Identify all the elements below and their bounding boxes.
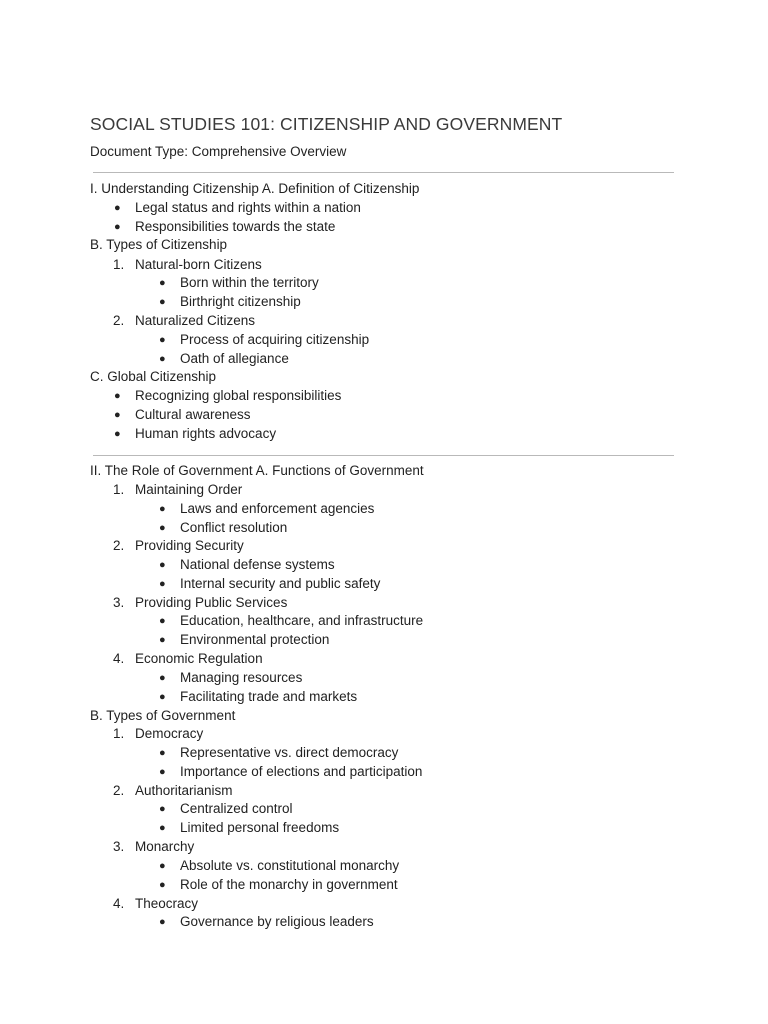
list-number: 4. bbox=[113, 896, 125, 911]
sub-list-item: Conflict resolution bbox=[180, 520, 288, 535]
bullet-icon: ● bbox=[114, 428, 121, 440]
sub-list-item: Birthright citizenship bbox=[180, 294, 301, 309]
list-number: 1. bbox=[113, 482, 125, 497]
sub-list-item: Role of the monarchy in government bbox=[180, 877, 398, 892]
list-number: 4. bbox=[113, 651, 125, 666]
sub-list-item: Process of acquiring citizenship bbox=[180, 332, 370, 347]
bullet-icon: ● bbox=[159, 766, 166, 778]
list-number: 1. bbox=[113, 726, 125, 741]
bullet-icon: ● bbox=[159, 879, 166, 891]
list-number: 2. bbox=[113, 313, 125, 328]
bullet-icon: ● bbox=[159, 860, 166, 872]
bullet-icon: ● bbox=[159, 615, 166, 627]
sub-list-item: Representative vs. direct democracy bbox=[180, 745, 399, 760]
bullet-icon: ● bbox=[159, 634, 166, 646]
bullet-icon: ● bbox=[159, 353, 166, 365]
list-item: Maintaining Order bbox=[135, 482, 243, 497]
bullet-icon: ● bbox=[159, 691, 166, 703]
document-title: SOCIAL STUDIES 101: CITIZENSHIP AND GOVERNMENT bbox=[90, 114, 563, 134]
bullet-icon: ● bbox=[159, 522, 166, 534]
bullet-icon: ● bbox=[159, 672, 166, 684]
list-item: Legal status and rights within a nation bbox=[135, 200, 361, 215]
list-item: Providing Security bbox=[135, 538, 244, 553]
bullet-icon: ● bbox=[159, 296, 166, 308]
list-item: Responsibilities towards the state bbox=[135, 219, 336, 234]
bullet-icon: ● bbox=[114, 202, 121, 214]
list-item: Authoritarianism bbox=[135, 783, 233, 798]
bullet-icon: ● bbox=[114, 409, 121, 421]
sub-list-item: Laws and enforcement agencies bbox=[180, 501, 375, 516]
sub-list-item: National defense systems bbox=[180, 557, 335, 572]
bullet-icon: ● bbox=[159, 803, 166, 815]
bullet-icon: ● bbox=[114, 221, 121, 233]
list-number: 2. bbox=[113, 783, 125, 798]
list-item: Naturalized Citizens bbox=[135, 313, 256, 328]
sub-list-item: Centralized control bbox=[180, 801, 293, 816]
bullet-icon: ● bbox=[159, 334, 166, 346]
sub-list-item: Absolute vs. constitutional monarchy bbox=[180, 858, 400, 873]
list-item: Democracy bbox=[135, 726, 204, 741]
list-item: Natural-born Citizens bbox=[135, 257, 262, 272]
bullet-icon: ● bbox=[159, 747, 166, 759]
subsection-heading: B. Types of Government bbox=[90, 708, 236, 723]
subsection-heading: C. Global Citizenship bbox=[90, 369, 217, 384]
sub-list-item: Importance of elections and participation bbox=[180, 764, 423, 779]
list-number: 2. bbox=[113, 538, 125, 553]
list-item: Providing Public Services bbox=[135, 595, 288, 610]
list-item: Recognizing global responsibilities bbox=[135, 388, 342, 403]
sub-list-item: Managing resources bbox=[180, 670, 303, 685]
list-item: Human rights advocacy bbox=[135, 426, 277, 441]
bullet-icon: ● bbox=[159, 277, 166, 289]
document-type: Document Type: Comprehensive Overview bbox=[90, 144, 347, 159]
divider bbox=[93, 455, 674, 456]
list-number: 1. bbox=[113, 257, 125, 272]
sub-list-item: Environmental protection bbox=[180, 632, 330, 647]
sub-list-item: Limited personal freedoms bbox=[180, 820, 340, 835]
bullet-icon: ● bbox=[159, 559, 166, 571]
list-item: Cultural awareness bbox=[135, 407, 251, 422]
sub-list-item: Governance by religious leaders bbox=[180, 914, 374, 929]
list-number: 3. bbox=[113, 595, 125, 610]
sub-list-item: Education, healthcare, and infrastructure bbox=[180, 613, 424, 628]
list-item: Theocracy bbox=[135, 896, 199, 911]
sub-list-item: Internal security and public safety bbox=[180, 576, 381, 591]
subsection-heading: B. Types of Citizenship bbox=[90, 237, 228, 252]
list-number: 3. bbox=[113, 839, 125, 854]
list-item: Economic Regulation bbox=[135, 651, 263, 666]
sub-list-item: Facilitating trade and markets bbox=[180, 689, 358, 704]
section-heading: I. Understanding Citizenship A. Definition of Citizenship bbox=[90, 181, 420, 196]
sub-list-item: Oath of allegiance bbox=[180, 351, 289, 366]
bullet-icon: ● bbox=[159, 578, 166, 590]
bullet-icon: ● bbox=[159, 822, 166, 834]
list-item: Monarchy bbox=[135, 839, 195, 854]
bullet-icon: ● bbox=[159, 503, 166, 515]
bullet-icon: ● bbox=[159, 916, 166, 928]
divider bbox=[93, 172, 674, 173]
section-heading: II. The Role of Government A. Functions of Government bbox=[90, 463, 424, 478]
sub-list-item: Born within the territory bbox=[180, 275, 319, 290]
bullet-icon: ● bbox=[114, 390, 121, 402]
